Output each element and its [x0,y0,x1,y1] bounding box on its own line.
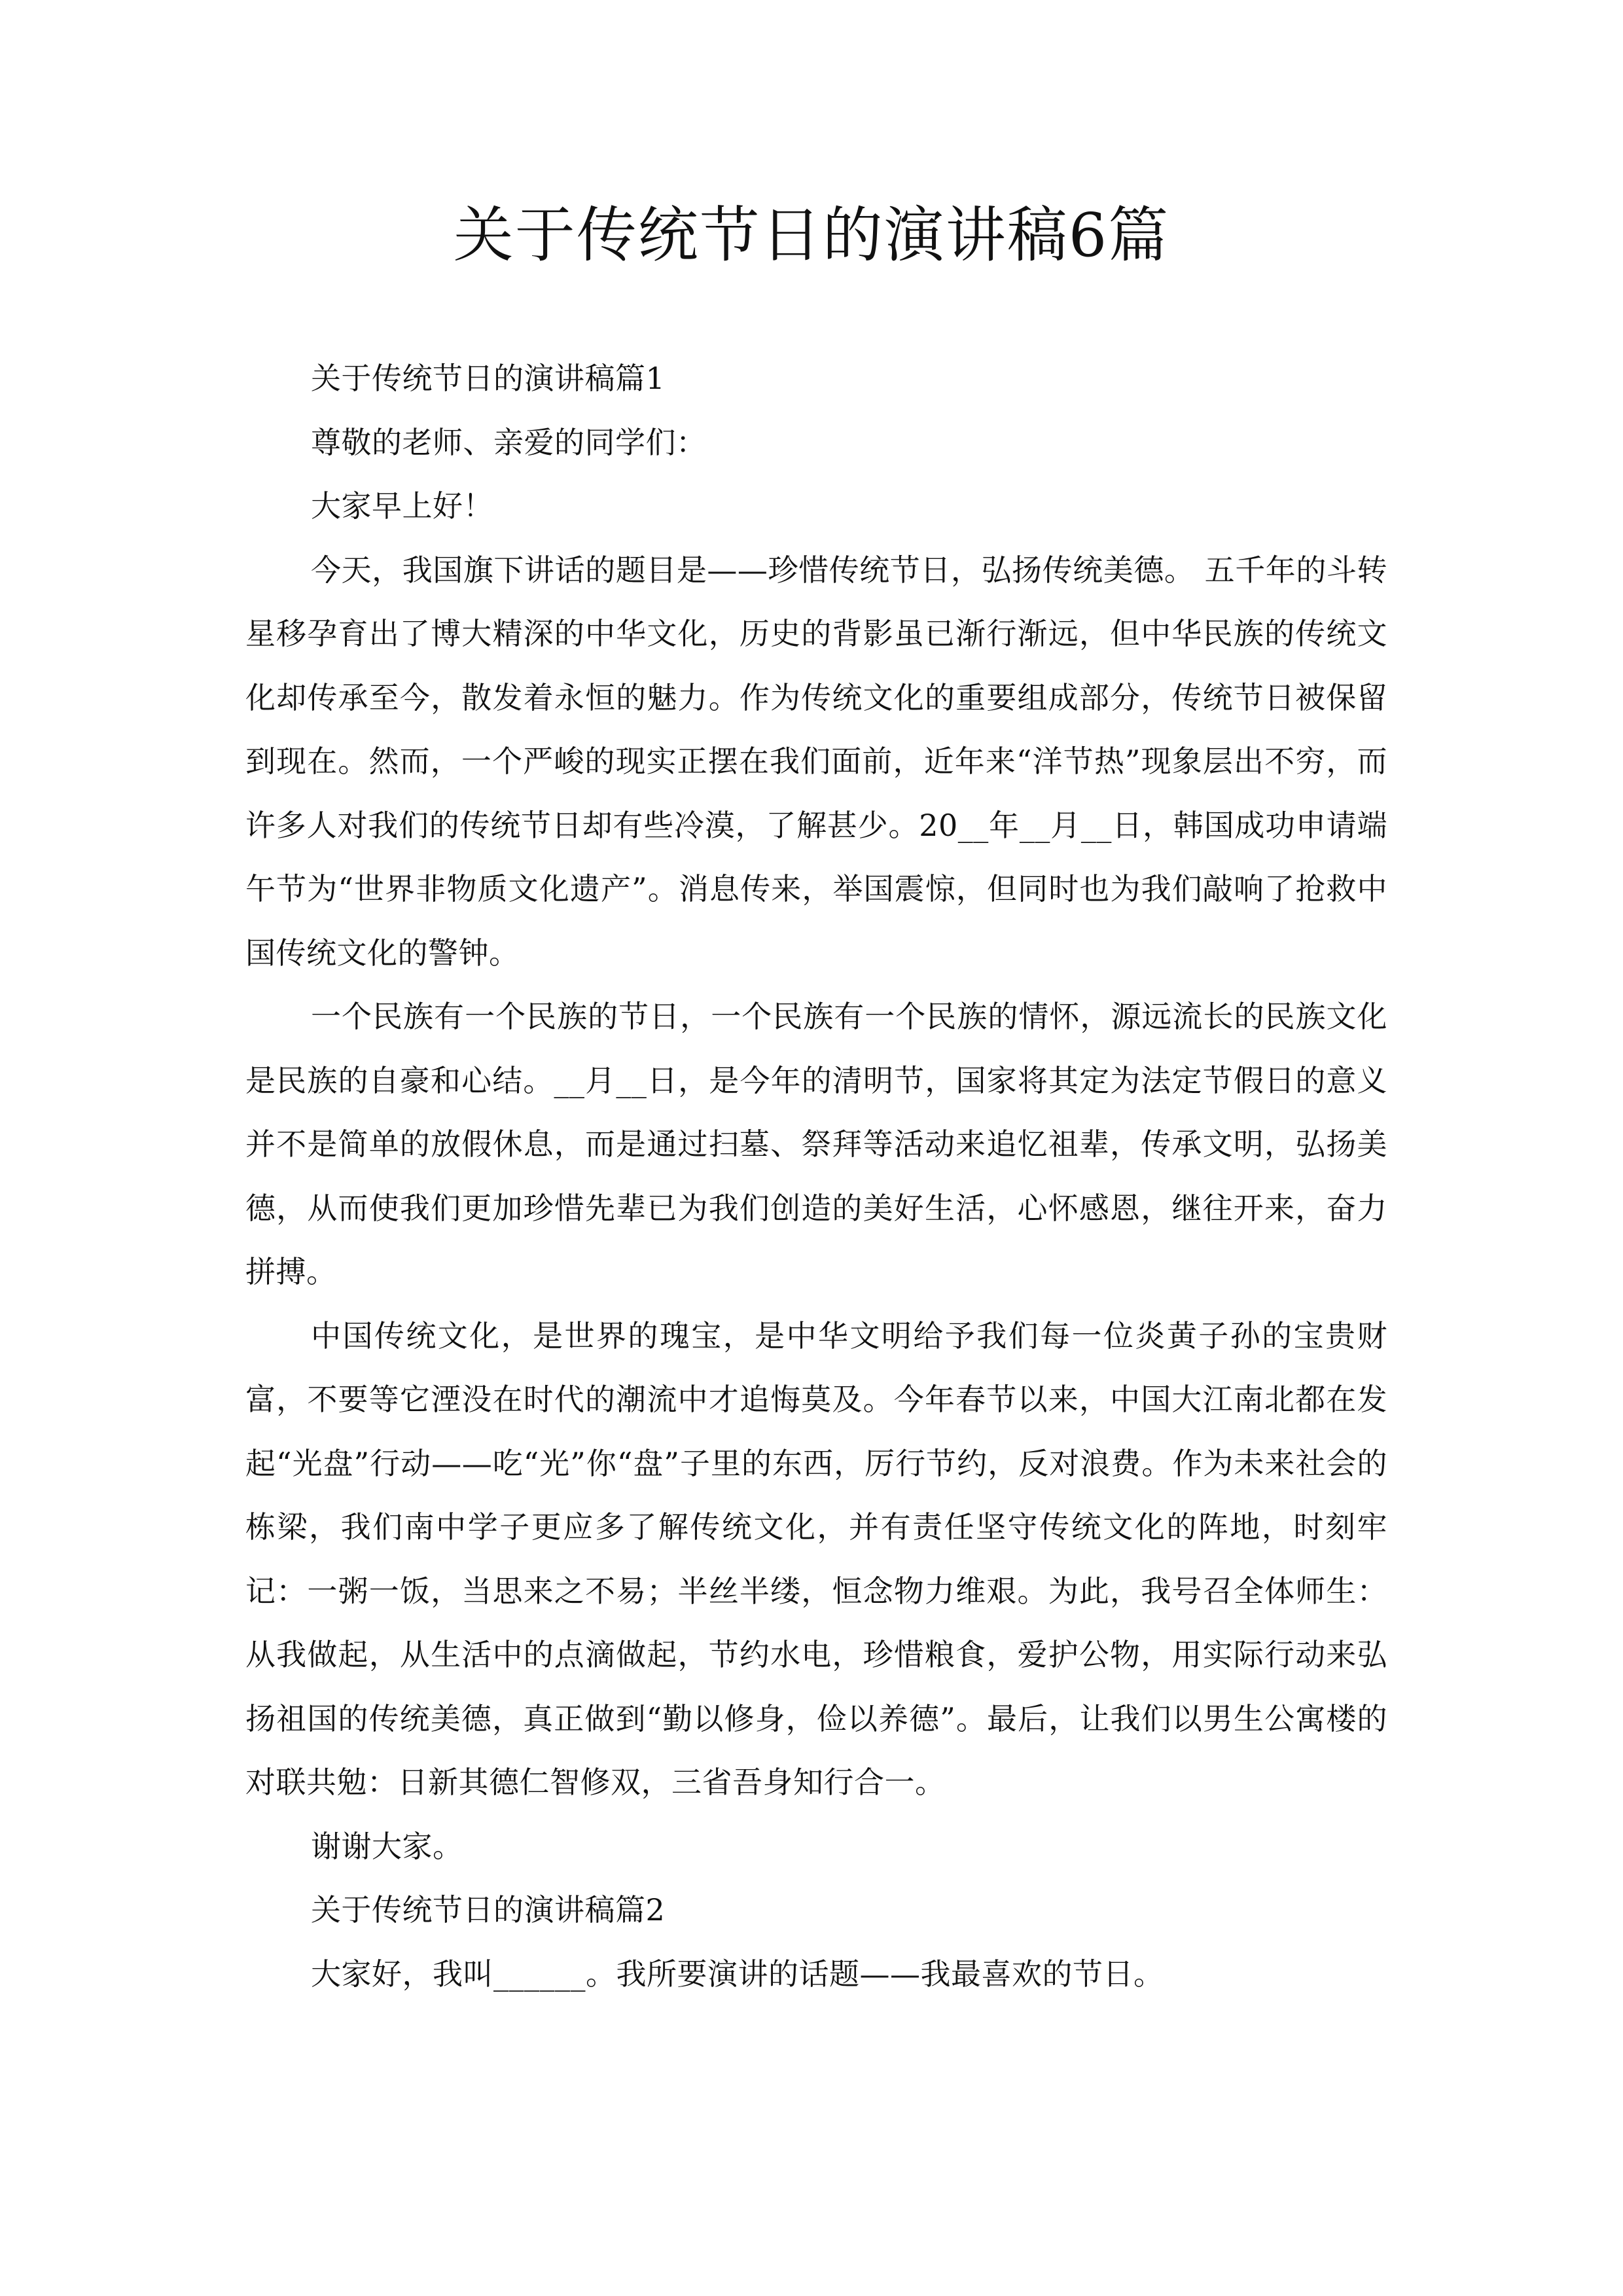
body-paragraph: 大家好，我叫______。我所要演讲的话题——我最喜欢的节日。 [311,1956,1164,1992]
body-paragraph: 一个民族有一个民族的节日，一个民族有一个民族的情怀，源远流长的民族文化是民族的自豪和心结。__月__日，是今年的清明节，国家将其定为法定节假日的意义并不是简单的放假休息，而是通过扫墓、祭拜等活动来追忆祖辈，传承文明，弘扬美德，从而使我们更加珍惜先辈已为我们创造的美好生活，心怀感恩，继往开来，奋力拼搏。 [245,999,1387,1289]
document-body [245,347,1387,2006]
section-heading-1: 关于传统节日的演讲稿篇1 [311,361,666,396]
document-title: 关于传统节日的演讲稿6篇 [453,200,1170,270]
section-heading-2: 关于传统节日的演讲稿篇2 [311,1892,666,1928]
body-paragraph: 中国传统文化，是世界的瑰宝，是中华文明给予我们每一位炎黄子孙的宝贵财富，不要等它湮没在时代的潮流中才追悔莫及。今年春节以来，中国大江南北都在发起“光盘”行动——吃“光”你“盘”子里的东西，厉行节约，反对浪费。作为未来社会的栋梁，我们南中学子更应多了解传统文化，并有责任坚守传统文化的阵地，时刻牢记：一粥一饭，当思来之不易；半丝半缕，恒念物力维艰。为此，我号召全体师生：从我做起，从生活中的点滴做起，节约水电，珍惜粮食，爱护公物，用实际行动来弘扬祖国的传统美德，真正做到“勤以修身，俭以养德”。最后，让我们以男生公寓楼的对联共勉：日新其德仁智修双，三省吾身知行合一。 [245,1318,1387,1800]
greeting: 大家早上好！ [311,488,493,524]
body-paragraph: 今天，我国旗下讲话的题目是——珍惜传统节日，弘扬传统美德。 五千年的斗转星移孕育出了博大精深的中华文化，历史的背影虽已渐行渐远，但中华民族的传统文化却传承至今，散发着永恒的魅力。作为传统文化的重要组成部分，传统节日被保留到现在。然而，一个严峻的现实正摆在我们面前，近年来“洋节热”现象层出不穷，而许多人对我们的传统节日却有些冷漠，了解甚少。20__年__月__日，韩国成功申请端午节为“世界非物质文化遗产”。消息传来，举国震惊，但同时也为我们敲响了抢救中国传统文化的警钟。 [245,552,1387,971]
closing-line: 谢谢大家。 [311,1828,463,1864]
salutation: 尊敬的老师、亲爱的同学们： [311,424,707,460]
